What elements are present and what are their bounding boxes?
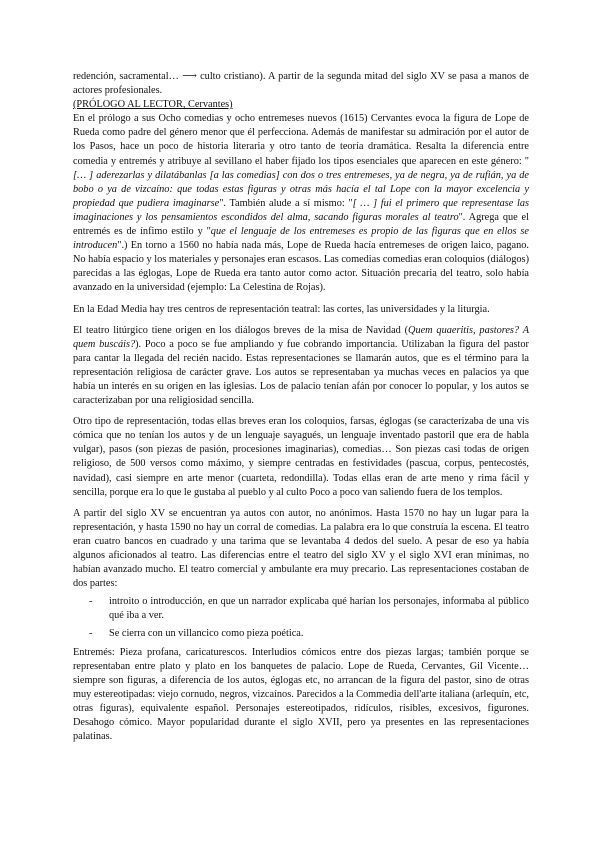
text-span: ). Poco a poco se fue ampliando y fue cobrando importancia. Utilizaban la figura del pastor para cantar la llegada del recién nacido. Estas representaciones se llamarán autos, que es el término para la representación religiosa de carácter grave. Los autos se representaban ya muchas veces en palacios ya que había un interés en su origen en las iglesias. Los de palacio tenían afán por conocer lo popular, y los autos se caracterizaban por una religiosidad sencilla. xyxy=(73,338,529,407)
italic-quote: [… ] aderezarlas y dilatábanlas [a las comedias] con dos o tres entremeses, ya de negra, ya de rufián, ya de bobo o ya de vizcaíno: que todas estas figuras y otras más hacía el tal Lope con la mayor excelencia y propiedad que pudiera imaginarse xyxy=(73,169,529,209)
text-span: ". También alude a sí mismo: " xyxy=(219,197,353,209)
text-span: En la Edad Media hay tres centros de representación teatral: las cortes, las universidades y la liturgia. xyxy=(73,303,490,315)
prologue-paragraph xyxy=(73,112,529,295)
fifteenth-century-paragraph xyxy=(73,507,529,592)
list-item-text: introito o introducción, en que un narrador explicaba qué harían los personajes, informaba al público qué iba a ver. xyxy=(109,596,529,622)
text-span: ". Agrega que el entremés es de ínfimo estilo y " xyxy=(73,211,529,238)
text-span: En el prólogo a sus Ocho comedias y ocho entremeses nuevos (1615) Cervantes evoca la figura de Lope de Rueda como padre del género menor que él perfecciona. Además de manifestar su admiración por el autor de los Pasos, hace un poco de historia literaria y otro tanto de teoría dramática. Resalta la diferencia entre comedia y entremés y atribuye al sevillano el haber fijado los tipos esenciales que aparecen en este género: " xyxy=(73,113,529,167)
italic-quote: que el lenguaje de los entremeses es propio de las figuras que en ellos se introducen xyxy=(73,226,529,252)
liturgical-theater-paragraph xyxy=(73,324,529,409)
intro-fragment-paragraph xyxy=(73,70,529,98)
list-item xyxy=(73,595,529,623)
entremes-paragraph: Entremés: Pieza profana, caricaturescos. Interludios cómicos entre dos piezas largas; también porque se representaban entre plato y plato en los banquetes de palacio. Lope de Rueda, Cervantes, Gil Vicente… siempre son figuras, a diferencia de los autos, églogas etc, no arrancan de la figura del pastor, sino de otras muy estereotipadas: viejo cornudo, negros, vizcaínos. Parecidos a la Commedia dell'arte italiana (arlequín, etc, otras figuras), equivalente español. Personajes estereotipados, ridículos, risibles, excesivos, figurones. Desahogo cómico. Mayor popularidad durante el siglo XVII, pero ya presentes en las representaciones palatinas. xyxy=(73,646,529,743)
medieval-centers-paragraph xyxy=(73,303,529,317)
text-span: El teatro litúrgico tiene origen en los diálogos breves de la misa de Navidad ( xyxy=(73,324,409,336)
list-item xyxy=(73,627,529,641)
text-span: (PRÓLOGO AL LECTOR, Cervantes) xyxy=(73,99,233,111)
other-representations-paragraph xyxy=(73,415,529,500)
representation-parts-list xyxy=(73,595,529,641)
list-dash: - xyxy=(89,596,93,608)
text-span: A partir del siglo XV se encuentran ya autos con autor, no anónimos. Hasta 1570 no hay un lugar para la representación, y hasta 1590 no hay un corral de comedias. La palabra era lo que construía la escena. El teatro eran cuatro bancos en cuadrado y una tarima que se levantaba 4 dedos del suelo. A pesar de eso ya había algunos aficionados al teatro. Las diferencias entre el teatro del siglo XV y el siglo XVI eran mínimas, no habían avanzado mucho. El teatro comercial y ambulante era muy precario. Las representaciones costaban de dos partes: xyxy=(73,507,529,590)
list-item-text: Se cierra con un villancico como pieza poética. xyxy=(109,628,304,640)
text-span: Otro tipo de representación, todas ellas breves eran los coloquios, farsas, églogas (se caracterizaba de una vis cómica que no tenían los autos y de un lenguaje sayagués, un lenguaje inventado pastoril que era de habla vulgar), pasos (son piezas de pasión, procesiones imaginarias), comedias… Son piezas casi todas de origen religioso, de 500 versos como máximo, y siempre centradas en festividades (pascua, corpus, pentecostés, navidad), casi siempre en arte menor (cuarteta, redondilla). Todas ellas eran de arte meno y rima fácil y sencilla, porque era lo que le gustaba al pueblo y al culto Poco a poco van saliendo fuera de los templos. xyxy=(73,416,529,498)
italic-quote: [ … ] fui el primero que representase las imaginaciones y los pensamientos escondidos del alma, sacando figuras morales al teatro xyxy=(73,197,530,223)
section-heading xyxy=(73,98,529,112)
italic-quote: Quem quaeritis, pastores? A quem buscáis? xyxy=(73,324,529,350)
document-body xyxy=(73,70,529,744)
text-span: ".) En torno a 1560 no había nada más, Lope de Rueda hacía entremeses de origen laico, pagano. No había espacio y los materiales y personajes eran escasos. Las comedias comedias eran coloquios (diálogos) parecidas a las églogas, Lope de Rueda era tanto autor como actor. Situación precaria del teatro, solo había avanzado en la universidad (ejemplo: La Celestina de Rojas). xyxy=(73,240,529,294)
list-dash: - xyxy=(89,628,93,640)
text-span: redención, sacramental… ⟶ culto cristiano). A partir de la segunda mitad del siglo XV se pasa a manos de actores profesionales. xyxy=(73,71,529,97)
